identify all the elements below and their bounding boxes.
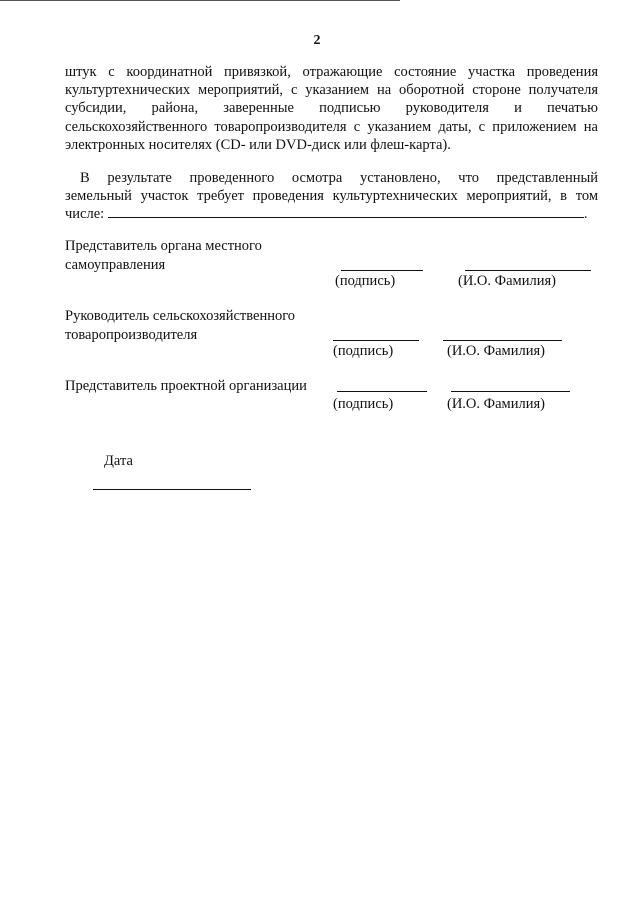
paragraph-last-line bbox=[65, 205, 598, 223]
paragraph-attachments bbox=[65, 63, 598, 154]
signature-line[interactable] bbox=[333, 340, 419, 341]
signature-line[interactable] bbox=[341, 270, 423, 271]
paragraph-line: штук с координатной привязкой, отражающие состояние участка проведения bbox=[65, 64, 598, 80]
paragraph-line: сельскохозяйственного товаропроизводителя с указанием даты, с приложением на bbox=[65, 118, 598, 135]
signatory-producer-head-label bbox=[65, 307, 295, 344]
name-line[interactable] bbox=[451, 391, 570, 392]
signature-line[interactable] bbox=[337, 391, 427, 392]
paragraph-line: земельный участок требует проведения культуртехнических мероприятий, в том bbox=[65, 188, 598, 205]
signatory-label-line: Представитель органа местного bbox=[65, 238, 262, 254]
name-caption: (И.О. Фамилия) bbox=[447, 343, 545, 359]
name-caption: (И.О. Фамилия) bbox=[458, 273, 556, 289]
signatory-local-government-label bbox=[65, 237, 262, 274]
signatory-label-line: самоуправления bbox=[65, 256, 166, 273]
measures-fill-in-line[interactable] bbox=[108, 205, 584, 218]
signatory-label-line: Представитель проектной организации bbox=[65, 378, 307, 394]
page-number: 2 bbox=[313, 33, 321, 48]
name-caption: (И.О. Фамилия) bbox=[447, 396, 545, 412]
paragraph-line: культуртехнических мероприятий, с указанием на оборотной стороне получателя bbox=[65, 82, 598, 99]
signature-caption: (подпись) bbox=[333, 396, 394, 412]
signatory-label-line: Руководитель сельскохозяйственного bbox=[65, 308, 296, 324]
paragraph-inspection-result bbox=[65, 169, 598, 224]
signatory-design-org-label bbox=[65, 377, 307, 396]
paragraph-line: В результате проведенного осмотра установлено, что представленный bbox=[80, 170, 598, 186]
line-end-period: . bbox=[583, 206, 588, 223]
paragraph-line: субсидии, района, заверенные подписью руководителя и печатью bbox=[65, 100, 598, 117]
name-line[interactable] bbox=[443, 340, 562, 341]
date-label: Дата bbox=[104, 453, 133, 469]
date-line[interactable] bbox=[93, 489, 251, 490]
signature-caption: (подпись) bbox=[333, 343, 394, 359]
signatory-label-line: товаропроизводителя bbox=[65, 326, 198, 343]
name-line[interactable] bbox=[465, 270, 591, 271]
paragraph-line: электронных носителях (CD- или DVD-диск или флеш-карта). bbox=[65, 136, 451, 153]
top-scan-edge-line bbox=[0, 0, 400, 1]
signature-caption: (подпись) bbox=[335, 273, 396, 289]
including-label: числе: bbox=[65, 206, 105, 223]
